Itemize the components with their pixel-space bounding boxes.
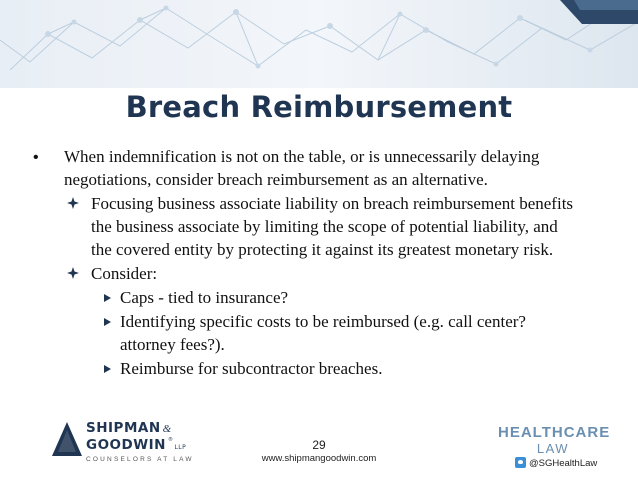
arrow-bullet-icon: [104, 318, 111, 326]
healthcare-law-logo: [498, 424, 611, 456]
sub-sub-bullet-line: Caps - tied to insurance?: [120, 288, 289, 307]
logo-line-2: GOODWIN ®LLP: [86, 437, 187, 453]
twitter-handle: [515, 457, 597, 469]
logo-tagline: COUNSELORS AT LAW: [86, 456, 194, 463]
bullet-line: negotiations, consider breach reimbursement as an alternative.: [64, 170, 488, 189]
arrow-bullet-icon: [104, 365, 111, 373]
arrow-bullet-icon: [104, 294, 111, 302]
twitter-icon: [515, 457, 526, 468]
website-url: www.shipmangoodwin.com: [261, 453, 377, 464]
sub-bullet-line: Consider:: [91, 264, 158, 283]
sub-sub-bullet-line: Reimburse for subcontractor breaches.: [120, 359, 383, 378]
bullet-line: When indemnification is not on the table, or is unnecessarily delaying: [64, 147, 540, 166]
diamond-bullet-icon: [67, 267, 79, 279]
sub-bullet-line: the business associate by limiting the scope of potential liability, and: [91, 217, 558, 236]
healthcare-logo-line-2: LAW: [536, 441, 570, 456]
sub-bullet-line: the covered entity by protecting it against its greatest monetary risk.: [91, 240, 554, 259]
sub-bullet-line: Focusing business associate liability on breach reimbursement benefits: [91, 194, 574, 213]
bullet-dot: •: [33, 149, 39, 166]
page-number: 29: [312, 438, 326, 452]
sub-sub-bullet-line: Identifying specific costs to be reimbursed (e.g. call center?: [120, 312, 526, 331]
slide-title: Breach Reimbursement: [125, 90, 513, 124]
header-background: [0, 0, 638, 88]
twitter-handle-text: @SGHealthLaw: [529, 458, 598, 469]
diamond-bullet-icon: [67, 197, 79, 209]
logo-line-1: SHIPMAN &: [86, 420, 172, 436]
sub-sub-bullet-line: attorney fees?).: [120, 335, 225, 354]
healthcare-logo-line-1: HEALTHCARE: [498, 424, 611, 441]
